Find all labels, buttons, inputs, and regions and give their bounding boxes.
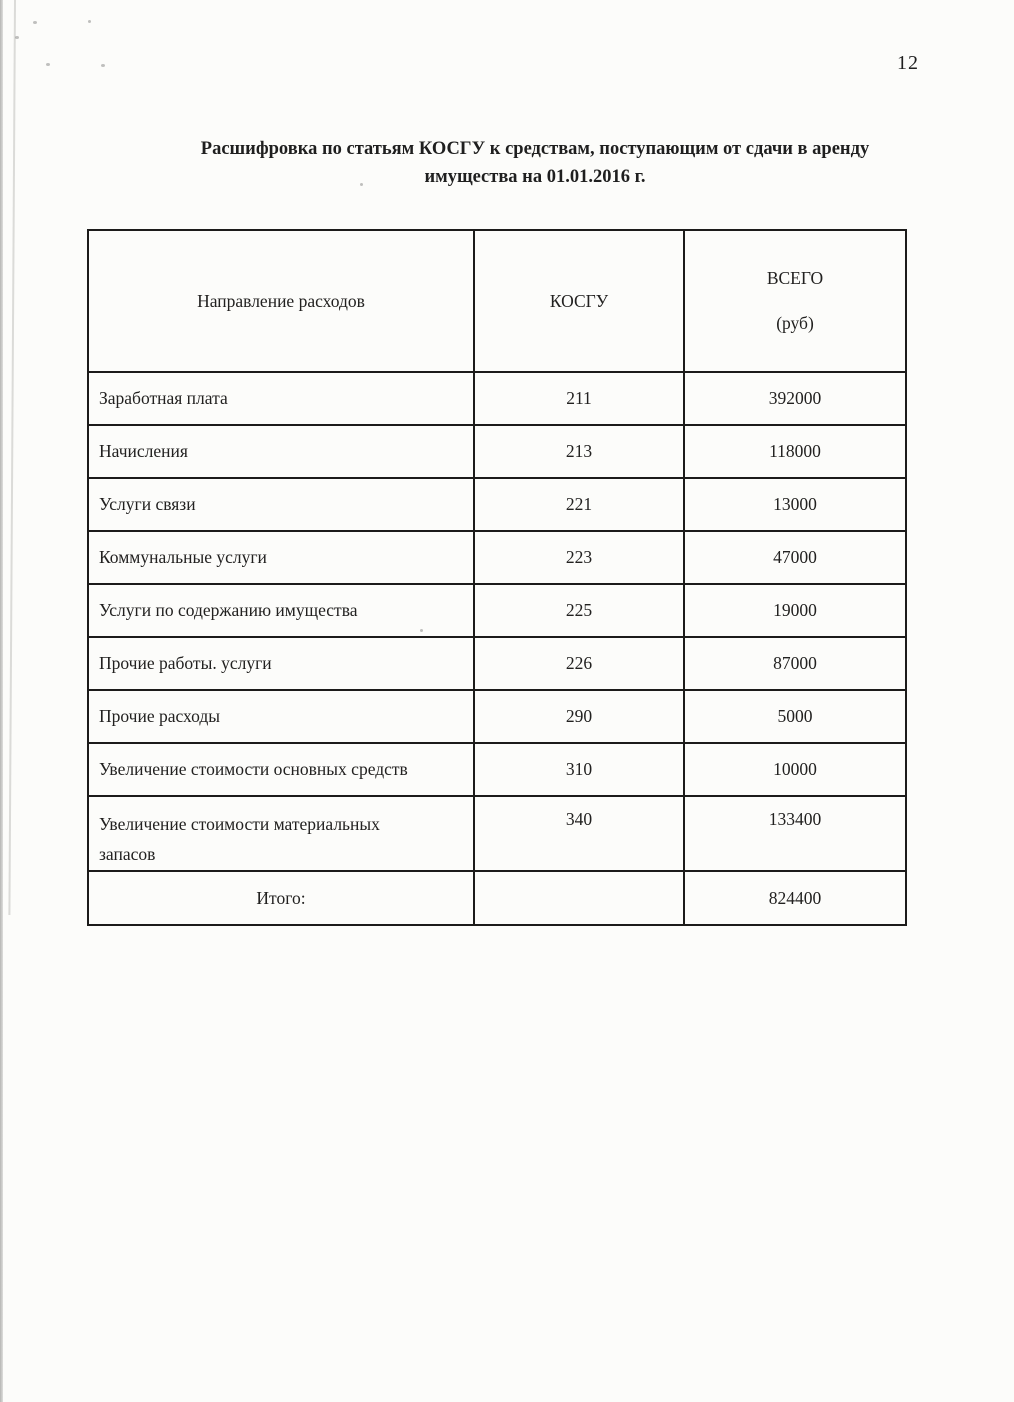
scan-edge-line: [0, 0, 3, 1402]
document-title-line-2: имущества на 01.01.2016 г.: [424, 167, 646, 187]
expense-name-cell: Увеличение стоимости основных средств: [88, 743, 474, 796]
kosgu-code-cell: 211: [474, 372, 684, 425]
scan-speck: [15, 36, 19, 39]
total-amount-cell: 118000: [684, 425, 906, 478]
column-header-expense-direction: Направление расходов: [88, 230, 474, 372]
table-row: [88, 478, 906, 531]
table-row: [88, 690, 906, 743]
total-amount-cell: 392000: [684, 372, 906, 425]
table-row: [88, 531, 906, 584]
kosgu-code-cell: 221: [474, 478, 684, 531]
column-header-total-line-2: (руб): [776, 313, 814, 333]
table-total-row: [88, 871, 906, 925]
column-header-total: [684, 230, 906, 372]
kosgu-code-cell: 290: [474, 690, 684, 743]
expense-name-cell: Услуги по содержанию имущества: [88, 584, 474, 637]
kosgu-code-cell: 225: [474, 584, 684, 637]
total-label-cell: Итого:: [88, 871, 474, 925]
kosgu-code-cell: 340: [474, 796, 684, 871]
expense-name-cell: Услуги связи: [88, 478, 474, 531]
table-row: [88, 637, 906, 690]
total-amount-cell: 5000: [684, 690, 906, 743]
total-amount-cell: 13000: [684, 478, 906, 531]
total-amount-cell: 47000: [684, 531, 906, 584]
expense-name-cell: Заработная плата: [88, 372, 474, 425]
document-title-line-1: Расшифровка по статьям КОСГУ к средствам, поступающим от сдачи в аренду: [200, 139, 870, 159]
total-amount-cell: 133400: [684, 796, 906, 871]
column-header-total-line-1: ВСЕГО: [766, 268, 824, 288]
scan-speck: [33, 21, 37, 24]
page-number: 12: [897, 52, 919, 74]
kosgu-code-cell: 223: [474, 531, 684, 584]
table-header-row: [88, 230, 906, 372]
total-amount-cell: 10000: [684, 743, 906, 796]
table-row: [88, 372, 906, 425]
table-row: [88, 796, 906, 871]
total-amount-cell: 87000: [684, 637, 906, 690]
table-row: [88, 584, 906, 637]
kosgu-code-cell: 213: [474, 425, 684, 478]
expense-name-cell: Прочие расходы: [88, 690, 474, 743]
total-amount-cell: 19000: [684, 584, 906, 637]
expense-name-cell: Коммунальные услуги: [88, 531, 474, 584]
table-row: [88, 743, 906, 796]
scan-speck: [101, 64, 105, 67]
document-title: [100, 135, 970, 191]
expense-name-cell: Прочие работы. услуги: [88, 637, 474, 690]
expense-name-cell: Увеличение стоимости материальных запасов: [88, 796, 474, 871]
total-value-cell: 824400: [684, 871, 906, 925]
scan-speck: [46, 63, 50, 66]
expense-name-cell: Начисления: [88, 425, 474, 478]
total-kosgu-empty-cell: [474, 871, 684, 925]
expense-breakdown-table: [87, 229, 907, 926]
kosgu-code-cell: 226: [474, 637, 684, 690]
scan-speck: [88, 20, 91, 23]
scan-paper-edge-line: [8, 0, 16, 915]
column-header-kosgu: КОСГУ: [474, 230, 684, 372]
kosgu-code-cell: 310: [474, 743, 684, 796]
table-row: [88, 425, 906, 478]
